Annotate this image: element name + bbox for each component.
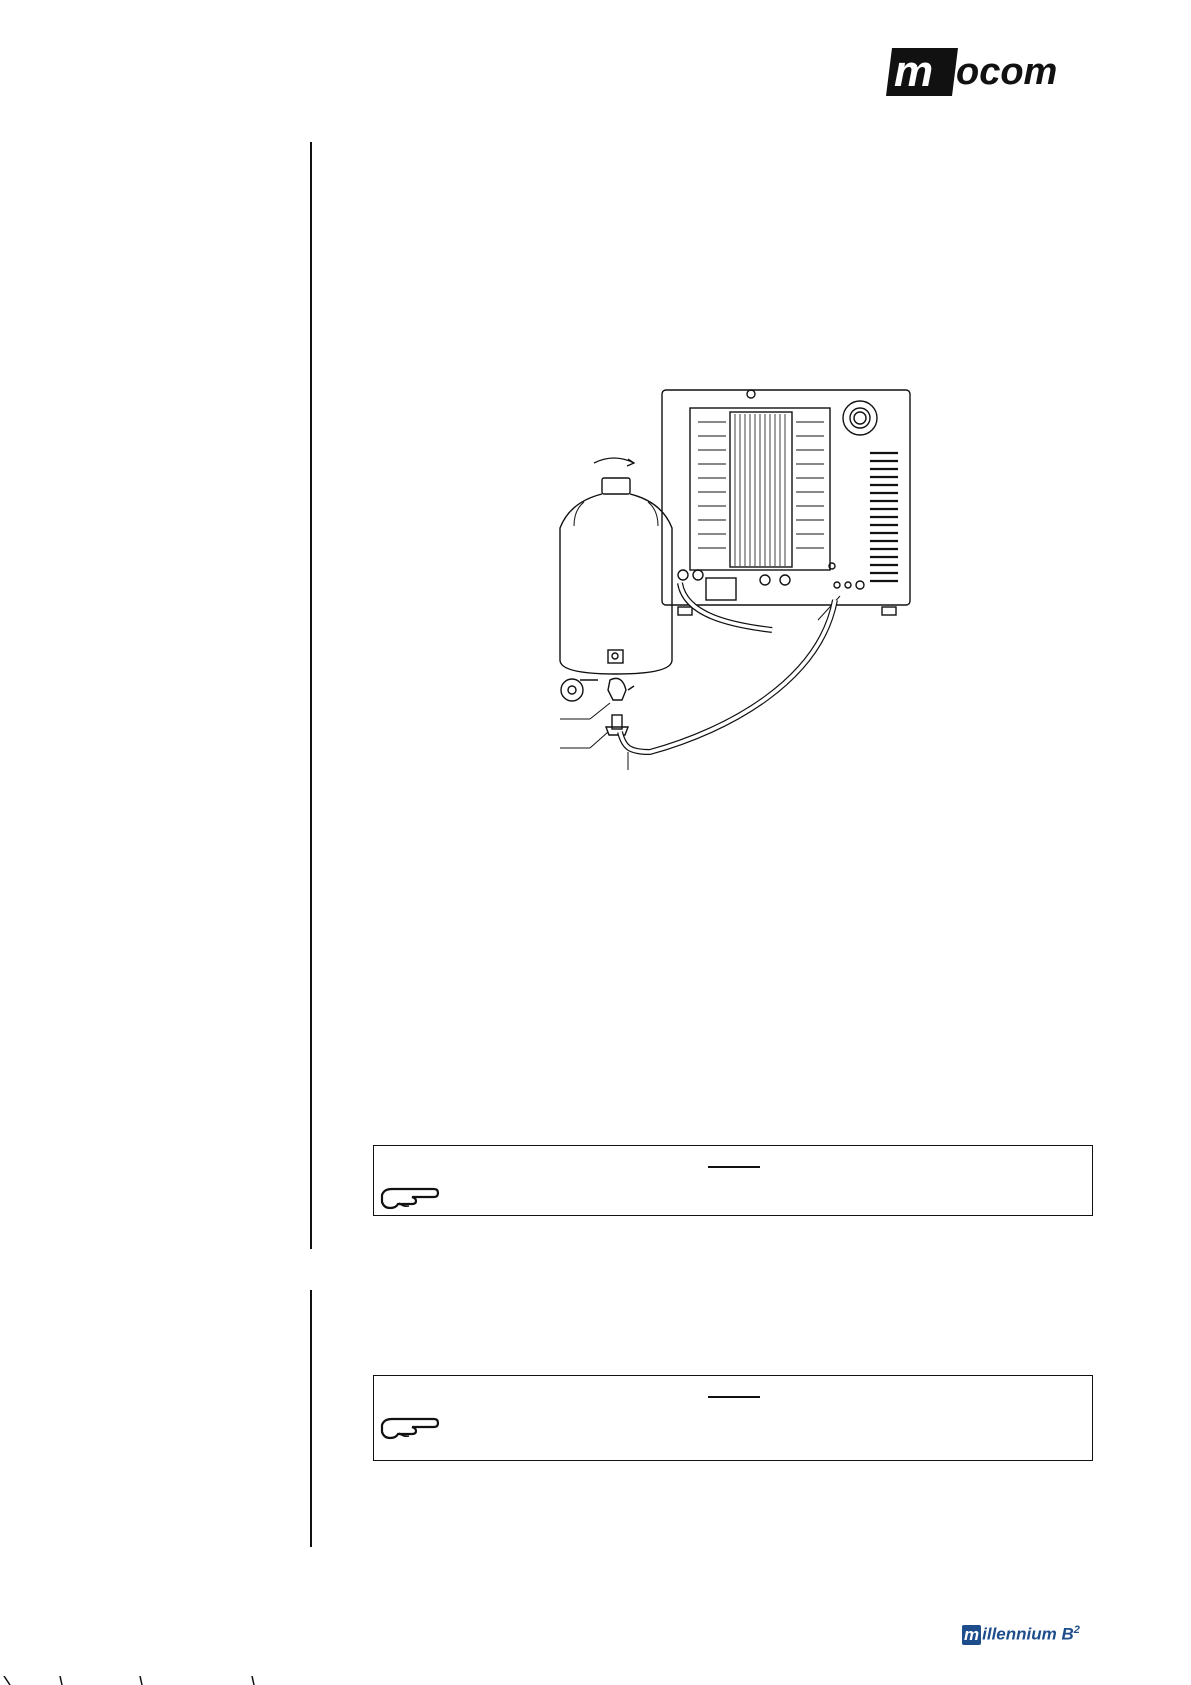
- note-box-2: [373, 1375, 1093, 1461]
- svg-text:ocom: ocom: [956, 51, 1058, 93]
- product-logo-text: illennium B: [982, 1624, 1074, 1644]
- product-logo-mark: m: [964, 1624, 980, 1644]
- note-title-underline: [708, 1166, 760, 1168]
- mocom-logo: [880, 40, 1080, 102]
- water-bottle: [560, 458, 672, 674]
- note-title-underline: [708, 1396, 760, 1398]
- margin-rule-bottom: [310, 1290, 312, 1547]
- drain-hose: [620, 600, 835, 770]
- device-rear-view: [662, 390, 910, 630]
- pointing-hand-icon: [379, 1183, 441, 1211]
- pointing-hand-icon: [379, 1413, 441, 1441]
- product-logo: [962, 1624, 1092, 1648]
- svg-text:m: m: [894, 47, 934, 96]
- product-logo-sup: 2: [1073, 1624, 1080, 1636]
- note-box-1: [373, 1145, 1093, 1216]
- page-edge-marks: [0, 1676, 260, 1685]
- margin-rule-top: [310, 142, 312, 1249]
- connection-illustration: [520, 380, 920, 850]
